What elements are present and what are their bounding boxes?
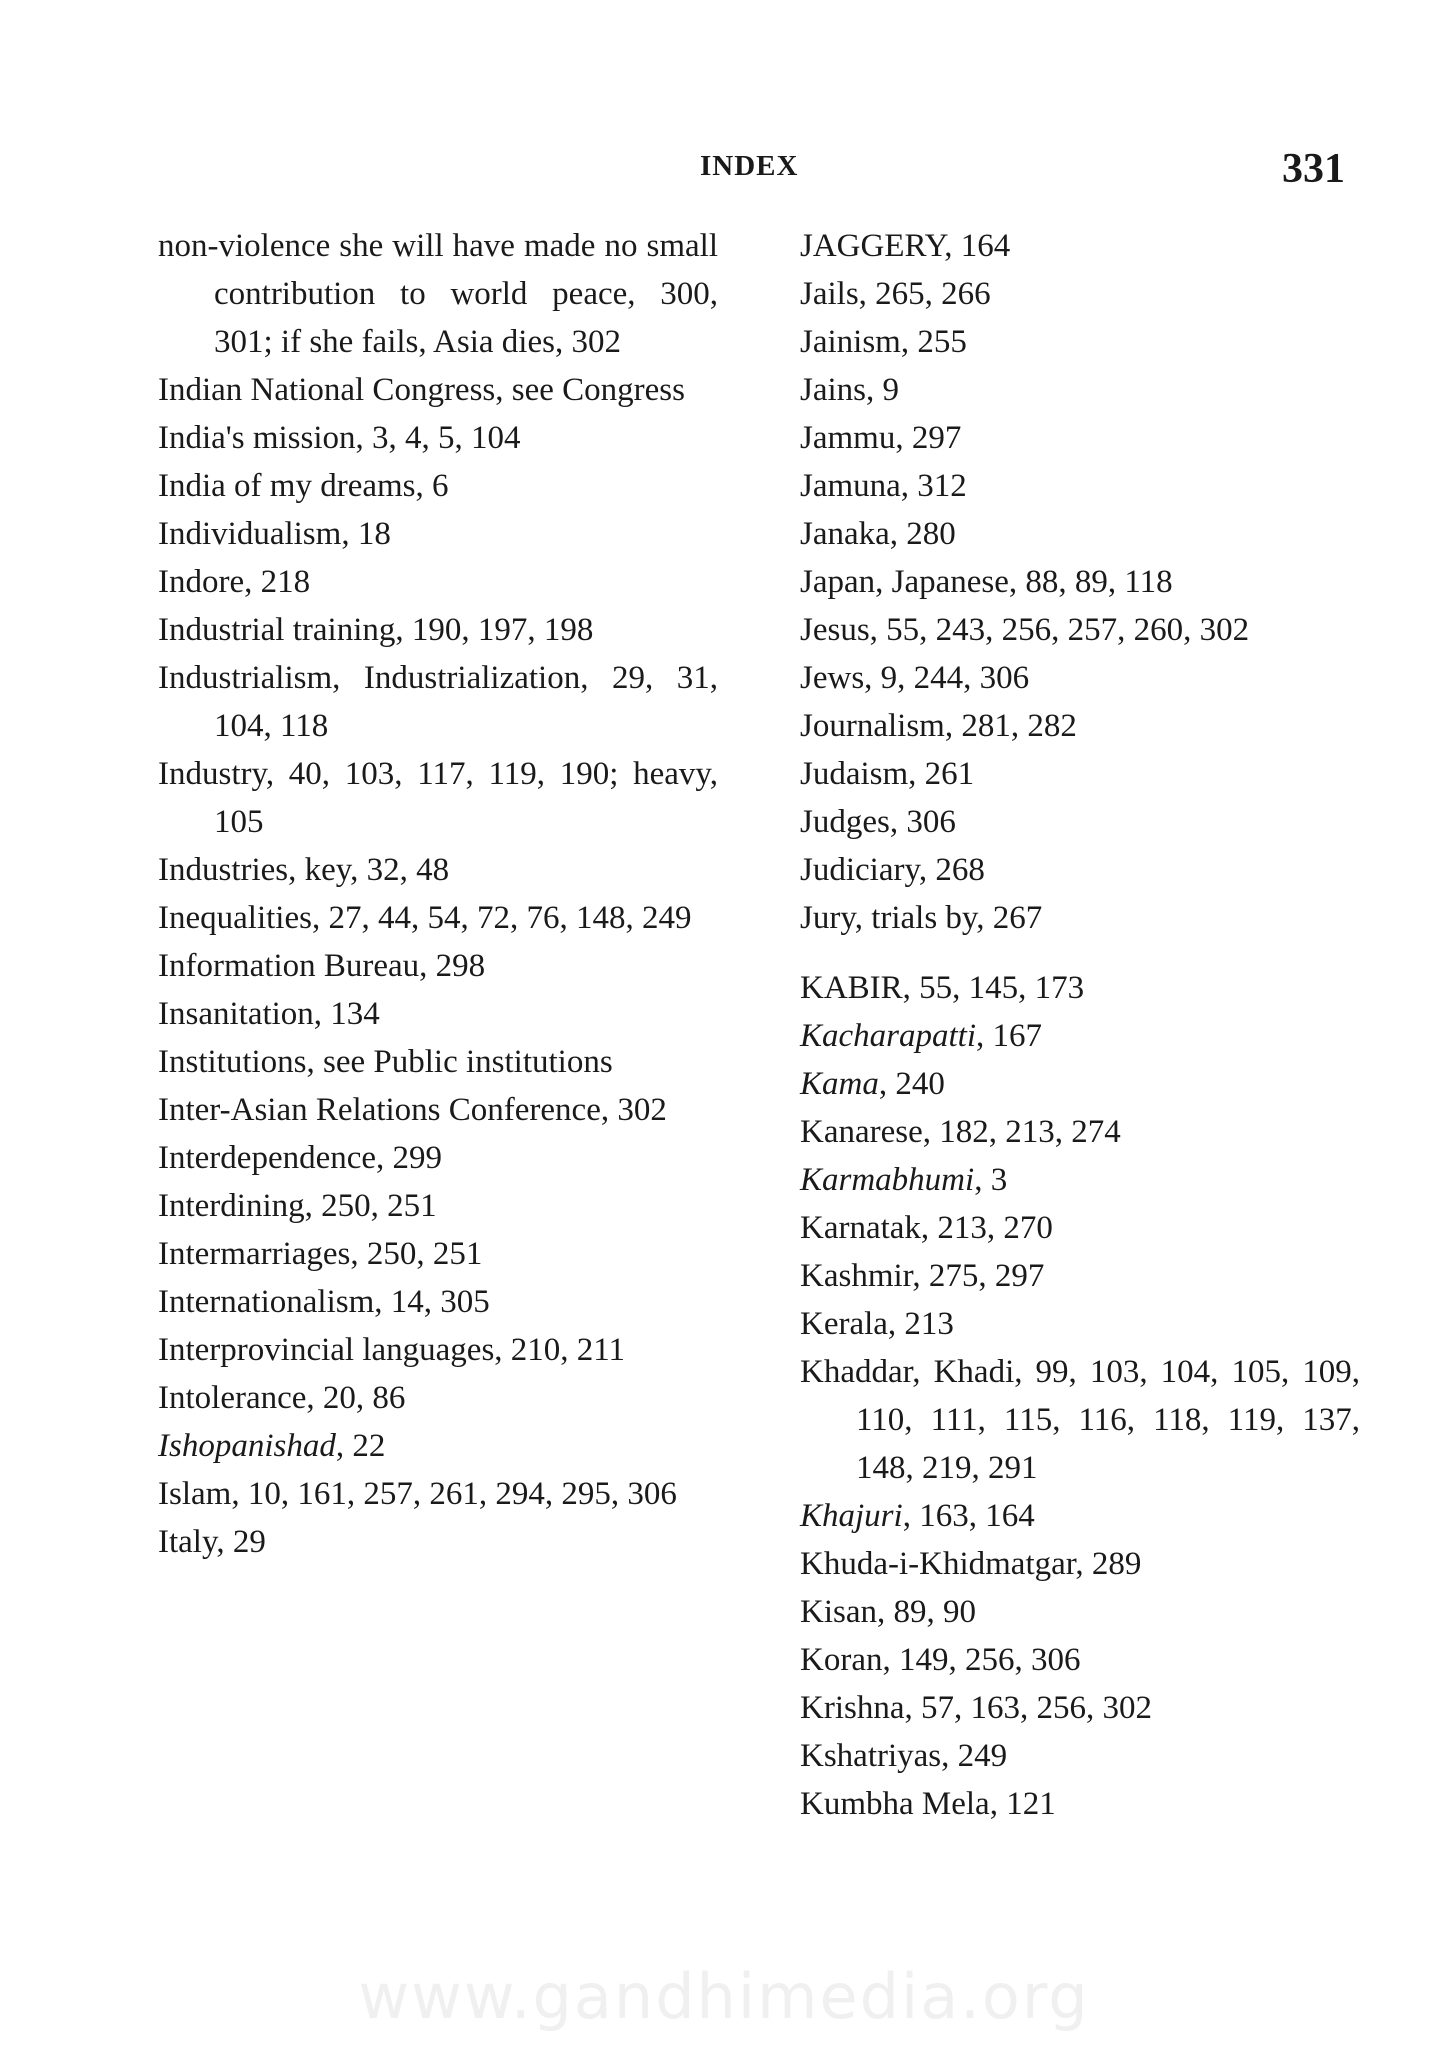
index-entry: Jury, trials by, 267 [800, 900, 1043, 936]
index-entry: Krishna, 57, 163, 256, 302 [800, 1690, 1152, 1726]
index-entry: Judiciary, 268 [800, 852, 985, 888]
index-entry: Inequalities, 27, 44, 54, 72, 76, 148, 249 [158, 900, 692, 936]
index-entry: Indore, 218 [158, 564, 311, 600]
index-entry: Institutions, see Public institutions [158, 1044, 613, 1080]
index-term-italic: Karmabhumi [800, 1162, 975, 1198]
index-entry: Industries, key, 32, 48 [158, 852, 450, 888]
index-entry [800, 1060, 1360, 1108]
index-refs: , 22 [335, 1428, 386, 1464]
index-entry: Kanarese, 182, 213, 274 [800, 1114, 1121, 1150]
index-entry: Journalism, 281, 282 [800, 708, 1077, 744]
index-column-right [800, 222, 1360, 1828]
index-entry: Information Bureau, 298 [158, 948, 486, 984]
index-entry: Karnatak, 213, 270 [800, 1210, 1053, 1246]
index-entry: Jamuna, 312 [800, 468, 967, 504]
index-entry [158, 1422, 718, 1470]
index-entry: Jesus, 55, 243, 256, 257, 260, 302 [800, 612, 1250, 648]
index-entry [800, 1012, 1360, 1060]
index-entry: Industry, 40, 103, 117, 119, 190; heavy, 105 [158, 756, 718, 840]
index-entry: India of my dreams, 6 [158, 468, 449, 504]
running-head: INDEX [700, 150, 799, 182]
index-entry: Jammu, 297 [800, 420, 962, 456]
index-entry: Kumbha Mela, 121 [800, 1786, 1056, 1822]
index-refs: , 3 [974, 1162, 1008, 1198]
index-entry: non-violence she will have made no small contribution to world peace, 300, 301; if she fails, Asia dies, 302 [158, 228, 718, 360]
index-entry: KABIR, 55, 145, 173 [800, 970, 1085, 1006]
index-entry: Intermarriages, 250, 251 [158, 1236, 483, 1272]
page-number: 331 [1282, 146, 1345, 192]
index-refs: , 167 [976, 1018, 1043, 1054]
index-entry [800, 1156, 1360, 1204]
index-entry: Insanitation, 134 [158, 996, 380, 1032]
index-entry: Islam, 10, 161, 257, 261, 294, 295, 306 [158, 1476, 677, 1512]
index-entry [800, 1492, 1360, 1540]
index-term-italic: Ishopanishad [158, 1428, 336, 1464]
index-entry: Industrialism, Industrialization, 29, 31, 104, 118 [158, 660, 718, 744]
index-entry: Kashmir, 275, 297 [800, 1258, 1045, 1294]
index-entry: Jews, 9, 244, 306 [800, 660, 1030, 696]
index-entry: Janaka, 280 [800, 516, 956, 552]
watermark: www.gandhimedia.org [358, 1960, 1090, 2033]
index-term-italic: Kama [800, 1066, 879, 1102]
index-entry: India's mission, 3, 4, 5, 104 [158, 420, 521, 456]
index-entry: Individualism, 18 [158, 516, 391, 552]
index-entry: Jains, 9 [800, 372, 899, 408]
index-entry: Judaism, 261 [800, 756, 975, 792]
index-entry: Internationalism, 14, 305 [158, 1284, 490, 1320]
index-entry: Judges, 306 [800, 804, 956, 840]
index-entry: Khaddar, Khadi, 99, 103, 104, 105, 109, 110, 111, 115, 116, 118, 119, 137, 148, 219, 291 [800, 1354, 1360, 1486]
index-entry: Inter-Asian Relations Conference, 302 [158, 1092, 667, 1128]
index-entry: Industrial training, 190, 197, 198 [158, 612, 594, 648]
index-entry: JAGGERY, 164 [800, 228, 1011, 264]
index-entry: Interdining, 250, 251 [158, 1188, 437, 1224]
index-entry: Kerala, 213 [800, 1306, 954, 1342]
index-entry: Japan, Japanese, 88, 89, 118 [800, 564, 1173, 600]
index-entry: Italy, 29 [158, 1524, 266, 1560]
index-entry: Khuda-i-Khidmatgar, 289 [800, 1546, 1142, 1582]
index-entry: Interdependence, 299 [158, 1140, 443, 1176]
index-term-italic: Kacharapatti [800, 1018, 977, 1054]
index-refs: , 163, 164 [902, 1498, 1035, 1534]
index-term-italic: Khajuri [800, 1498, 903, 1534]
index-refs: , 240 [878, 1066, 945, 1102]
index-entry: Intolerance, 20, 86 [158, 1380, 406, 1416]
index-entry: Koran, 149, 256, 306 [800, 1642, 1081, 1678]
index-entry: Jainism, 255 [800, 324, 967, 360]
index-entry: Interprovincial languages, 210, 211 [158, 1332, 626, 1368]
index-entry: Indian National Congress, see Congress [158, 372, 685, 408]
index-entry: Kisan, 89, 90 [800, 1594, 976, 1630]
index-entry: Kshatriyas, 249 [800, 1738, 1008, 1774]
index-entry: Jails, 265, 266 [800, 276, 991, 312]
index-column-left [158, 222, 718, 1566]
